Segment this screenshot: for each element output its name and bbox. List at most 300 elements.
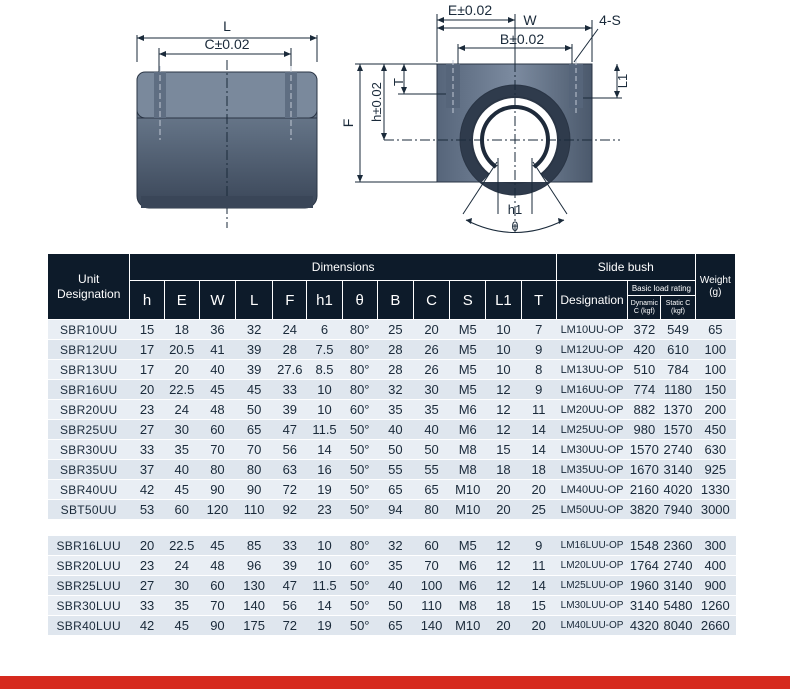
table-cell: 3140 (661, 576, 695, 596)
dim-F-label: F (340, 118, 356, 128)
table-cell: 20 (521, 480, 556, 500)
spec-table (47, 253, 736, 636)
table-cell: 5480 (661, 596, 695, 616)
table-cell: 39 (236, 340, 273, 360)
table-row (48, 320, 736, 340)
table-cell: 65 (236, 420, 273, 440)
table-cell: 50° (342, 500, 377, 520)
table-cell: 20 (413, 320, 449, 340)
header-T: T (521, 281, 556, 320)
table-cell: 372 (628, 320, 661, 340)
table-row (48, 596, 736, 616)
table-cell: 12 (486, 380, 521, 400)
table-cell: 6 (307, 320, 342, 340)
table-cell: 23 (130, 556, 164, 576)
cell-bush-designation: LM30LUU-OP (556, 596, 627, 616)
table-cell: 9 (521, 380, 556, 400)
table-cell: 4320 (628, 616, 661, 636)
cell-unit-designation: SBR30LUU (48, 596, 130, 616)
header-designation: Designation (556, 281, 627, 320)
cell-bush-designation: LM13UU-OP (556, 360, 627, 380)
header-W: W (199, 281, 235, 320)
table-cell: 30 (164, 420, 199, 440)
table-cell: 37 (130, 460, 164, 480)
table-cell: 17 (130, 340, 164, 360)
table-cell: 925 (695, 460, 735, 480)
separator-cell (48, 520, 736, 537)
table-cell: 20 (486, 500, 521, 520)
cell-bush-designation: LM50UU-OP (556, 500, 627, 520)
table-cell: 1570 (661, 420, 695, 440)
table-cell: 50° (342, 420, 377, 440)
table-cell: 96 (236, 556, 273, 576)
table-cell: 80 (199, 460, 235, 480)
table-cell: 39 (236, 360, 273, 380)
table-cell: 27 (130, 576, 164, 596)
header-static: Static C (kgf) (661, 296, 695, 320)
table-cell: 110 (413, 596, 449, 616)
table-cell: M5 (450, 536, 486, 556)
dim-E-label: E±0.02 (447, 2, 493, 18)
table-cell: 35 (377, 556, 413, 576)
cell-bush-designation: LM25LUU-OP (556, 576, 627, 596)
table-cell: 92 (273, 500, 307, 520)
footer-bar (0, 676, 790, 689)
table-cell: 50° (342, 576, 377, 596)
cell-bush-designation: LM20LUU-OP (556, 556, 627, 576)
table-cell: 630 (695, 440, 735, 460)
table-cell: 20 (164, 360, 199, 380)
dim-S-label: 4-S (599, 12, 621, 28)
table-cell: 22.5 (164, 380, 199, 400)
cell-bush-designation: LM10UU-OP (556, 320, 627, 340)
table-cell: M10 (450, 500, 486, 520)
table-cell: 85 (236, 536, 273, 556)
table-cell: 35 (164, 440, 199, 460)
table-cell: 12 (486, 420, 521, 440)
table-cell: 72 (273, 616, 307, 636)
table-cell: 1670 (628, 460, 661, 480)
table-cell: 774 (628, 380, 661, 400)
table-cell: 20 (486, 616, 521, 636)
cell-unit-designation: SBR30UU (48, 440, 130, 460)
table-cell: 35 (413, 400, 449, 420)
table-cell: 45 (164, 616, 199, 636)
group-separator (48, 520, 736, 537)
table-cell: 20 (130, 536, 164, 556)
table-cell: 60° (342, 400, 377, 420)
header-h1: h1 (307, 281, 342, 320)
header-slide-bush: Slide bush (556, 254, 695, 281)
table-cell: 549 (661, 320, 695, 340)
table-cell: 27.6 (273, 360, 307, 380)
table-cell: M8 (450, 440, 486, 460)
table-cell: 45 (236, 380, 273, 400)
header-B: B (377, 281, 413, 320)
table-cell: 8.5 (307, 360, 342, 380)
table-row (48, 360, 736, 380)
table-cell: 1180 (661, 380, 695, 400)
dim-L1-label: L1 (615, 73, 630, 89)
table-cell: 1960 (628, 576, 661, 596)
table-cell: 35 (164, 596, 199, 616)
table-cell: 175 (236, 616, 273, 636)
table-row (48, 500, 736, 520)
table-cell: 53 (130, 500, 164, 520)
table-row (48, 440, 736, 460)
cell-bush-designation: LM25UU-OP (556, 420, 627, 440)
table-cell: 7.5 (307, 340, 342, 360)
table-cell: 22.5 (164, 536, 199, 556)
table-cell: 30 (413, 380, 449, 400)
table-cell: 70 (199, 440, 235, 460)
table-cell: 1330 (695, 480, 735, 500)
cell-unit-designation: SBR10UU (48, 320, 130, 340)
table-cell: 150 (695, 380, 735, 400)
table-cell: 30 (164, 576, 199, 596)
cell-unit-designation: SBR13UU (48, 360, 130, 380)
table-cell: 11.5 (307, 576, 342, 596)
table-cell: 10 (486, 360, 521, 380)
table-cell: 23 (130, 400, 164, 420)
table-cell: 90 (199, 480, 235, 500)
table-cell: 1260 (695, 596, 735, 616)
table-cell: 3140 (661, 460, 695, 480)
table-cell: 55 (413, 460, 449, 480)
table-cell: 12 (486, 536, 521, 556)
table-cell: 70 (236, 440, 273, 460)
table-cell: 80° (342, 360, 377, 380)
table-cell: 70 (413, 556, 449, 576)
technical-drawing (0, 0, 790, 250)
table-cell: 2740 (661, 440, 695, 460)
table-cell: 10 (307, 536, 342, 556)
dim-L-label: L (223, 18, 231, 34)
cell-bush-designation: LM16UU-OP (556, 380, 627, 400)
table-cell: 40 (377, 420, 413, 440)
cell-unit-designation: SBR16UU (48, 380, 130, 400)
table-cell: 50° (342, 616, 377, 636)
table-cell: 36 (199, 320, 235, 340)
table-cell: 32 (377, 536, 413, 556)
table-cell: 45 (164, 480, 199, 500)
table-cell: 27 (130, 420, 164, 440)
table-cell: 26 (413, 360, 449, 380)
table-cell: 48 (199, 556, 235, 576)
table-cell: 14 (521, 420, 556, 440)
table-cell: 20 (521, 616, 556, 636)
table-cell: 140 (413, 616, 449, 636)
table-cell: 19 (307, 616, 342, 636)
table-cell: 8040 (661, 616, 695, 636)
table-cell: M10 (450, 616, 486, 636)
table-cell: 10 (307, 400, 342, 420)
table-cell: 50 (377, 440, 413, 460)
cell-bush-designation: LM16LUU-OP (556, 536, 627, 556)
table-cell: M6 (450, 420, 486, 440)
table-cell: 14 (521, 440, 556, 460)
table-cell: 56 (273, 440, 307, 460)
table-cell: 40 (164, 460, 199, 480)
table-cell: 33 (130, 596, 164, 616)
table-cell: 80° (342, 380, 377, 400)
table-cell: 25 (377, 320, 413, 340)
table-cell: 25 (521, 500, 556, 520)
table-cell: 14 (307, 596, 342, 616)
table-cell: 28 (377, 360, 413, 380)
table-cell: 42 (130, 616, 164, 636)
cell-bush-designation: LM35UU-OP (556, 460, 627, 480)
table-cell: M5 (450, 380, 486, 400)
table-cell: 33 (273, 536, 307, 556)
table-cell: 50° (342, 596, 377, 616)
table-cell: 48 (199, 400, 235, 420)
cell-bush-designation: LM12UU-OP (556, 340, 627, 360)
table-cell: 80 (413, 500, 449, 520)
table-cell: 41 (199, 340, 235, 360)
table-cell: 10 (307, 556, 342, 576)
dim-T-label: T (391, 78, 406, 86)
dim-B-label: B±0.02 (499, 31, 545, 47)
table-cell: 10 (486, 320, 521, 340)
front-view (340, 2, 630, 234)
table-cell: 610 (661, 340, 695, 360)
table-cell: 7940 (661, 500, 695, 520)
table-cell: M10 (450, 480, 486, 500)
table-cell: 420 (628, 340, 661, 360)
header-theta: θ (342, 281, 377, 320)
header-L1: L1 (486, 281, 521, 320)
table-cell: 50 (236, 400, 273, 420)
table-cell: 47 (273, 420, 307, 440)
table-cell: 60 (164, 500, 199, 520)
table-cell: 65 (413, 480, 449, 500)
table-cell: 90 (236, 480, 273, 500)
table-cell: 23 (307, 500, 342, 520)
table-cell: 15 (130, 320, 164, 340)
table-cell: 12 (486, 576, 521, 596)
cell-unit-designation: SBT50UU (48, 500, 130, 520)
table-cell: 8 (521, 360, 556, 380)
cell-unit-designation: SBR12UU (48, 340, 130, 360)
table-cell: M6 (450, 556, 486, 576)
table-cell: 900 (695, 576, 735, 596)
table-cell: 24 (164, 400, 199, 420)
table-cell: 80° (342, 340, 377, 360)
spec-table-wrapper (47, 253, 736, 636)
table-cell: 3140 (628, 596, 661, 616)
table-header (48, 254, 736, 320)
table-cell: 28 (377, 340, 413, 360)
table-cell: 100 (413, 576, 449, 596)
table-cell: M8 (450, 460, 486, 480)
table-cell: 400 (695, 556, 735, 576)
table-cell: 15 (521, 596, 556, 616)
table-cell: 50 (377, 596, 413, 616)
header-h: h (130, 281, 164, 320)
table-cell: 50° (342, 460, 377, 480)
table-cell: 39 (273, 556, 307, 576)
table-cell: M6 (450, 576, 486, 596)
table-row (48, 380, 736, 400)
header-S: S (450, 281, 486, 320)
table-cell: 1548 (628, 536, 661, 556)
table-cell: 1570 (628, 440, 661, 460)
table-cell: 90 (199, 616, 235, 636)
table-cell: 63 (273, 460, 307, 480)
table-cell: 60 (413, 536, 449, 556)
header-E: E (164, 281, 199, 320)
table-cell: 510 (628, 360, 661, 380)
table-cell: 55 (377, 460, 413, 480)
table-row (48, 616, 736, 636)
table-cell: 3820 (628, 500, 661, 520)
table-row (48, 480, 736, 500)
cell-unit-designation: SBR35UU (48, 460, 130, 480)
table-row (48, 340, 736, 360)
table-cell: 11 (521, 400, 556, 420)
header-L: L (236, 281, 273, 320)
table-cell: 4020 (661, 480, 695, 500)
table-cell: 120 (199, 500, 235, 520)
table-cell: 80° (342, 320, 377, 340)
table-cell: 39 (273, 400, 307, 420)
table-cell: 2740 (661, 556, 695, 576)
table-cell: M5 (450, 360, 486, 380)
table-cell: 65 (377, 616, 413, 636)
table-cell: 40 (377, 576, 413, 596)
table-cell: 110 (236, 500, 273, 520)
table-cell: 26 (413, 340, 449, 360)
table-row (48, 460, 736, 480)
table-cell: 40 (199, 360, 235, 380)
header-unit-designation: Unit Designation (48, 254, 130, 320)
cell-bush-designation: LM40LUU-OP (556, 616, 627, 636)
header-basic-load-rating: Basic load rating (628, 281, 695, 296)
table-row (48, 556, 736, 576)
table-cell: 1370 (661, 400, 695, 420)
cell-unit-designation: SBR16LUU (48, 536, 130, 556)
table-cell: 33 (273, 380, 307, 400)
table-cell: 882 (628, 400, 661, 420)
table-cell: 11.5 (307, 420, 342, 440)
table-cell: 65 (695, 320, 735, 340)
header-F: F (273, 281, 307, 320)
table-cell: 24 (164, 556, 199, 576)
table-cell: 18 (486, 460, 521, 480)
table-cell: 47 (273, 576, 307, 596)
dim-C-label: C±0.02 (204, 36, 250, 52)
table-cell: 2160 (628, 480, 661, 500)
table-cell: 14 (307, 440, 342, 460)
table-cell: 200 (695, 400, 735, 420)
table-cell: 450 (695, 420, 735, 440)
table-cell: 140 (236, 596, 273, 616)
table-cell: 16 (307, 460, 342, 480)
table-cell: 56 (273, 596, 307, 616)
table-cell: 980 (628, 420, 661, 440)
dim-h1-label: h1 (507, 202, 523, 217)
table-cell: 32 (236, 320, 273, 340)
table-cell: 9 (521, 340, 556, 360)
header-dynamic: Dynamic C (kgf) (628, 296, 661, 320)
table-cell: 19 (307, 480, 342, 500)
table-cell: M6 (450, 400, 486, 420)
table-cell: 20 (486, 480, 521, 500)
cell-unit-designation: SBR40LUU (48, 616, 130, 636)
table-cell: 70 (199, 596, 235, 616)
table-cell: 100 (695, 360, 735, 380)
table-cell: 50° (342, 440, 377, 460)
table-cell: 60 (199, 576, 235, 596)
table-cell: 10 (486, 340, 521, 360)
table-cell: 300 (695, 536, 735, 556)
table-cell: 18 (521, 460, 556, 480)
table-row (48, 400, 736, 420)
table-cell: 20.5 (164, 340, 199, 360)
table-cell: M5 (450, 340, 486, 360)
table-cell: 100 (695, 340, 735, 360)
table-cell: 12 (486, 400, 521, 420)
table-cell: 2660 (695, 616, 735, 636)
table-cell: 3000 (695, 500, 735, 520)
table-cell: 784 (661, 360, 695, 380)
cell-unit-designation: SBR20LUU (48, 556, 130, 576)
table-cell: 32 (377, 380, 413, 400)
table-cell: 12 (486, 556, 521, 576)
table-cell: 14 (521, 576, 556, 596)
table-cell: 50° (342, 480, 377, 500)
cell-unit-designation: SBR20UU (48, 400, 130, 420)
table-row (48, 536, 736, 556)
table-cell: 45 (199, 380, 235, 400)
cell-bush-designation: LM40UU-OP (556, 480, 627, 500)
table-cell: 9 (521, 536, 556, 556)
side-view (137, 18, 317, 228)
table-cell: 33 (130, 440, 164, 460)
table-cell: 1764 (628, 556, 661, 576)
table-row (48, 576, 736, 596)
table-cell: 94 (377, 500, 413, 520)
table-cell: 65 (377, 480, 413, 500)
header-dimensions: Dimensions (130, 254, 556, 281)
table-cell: 10 (307, 380, 342, 400)
table-cell: 17 (130, 360, 164, 380)
table-cell: 35 (377, 400, 413, 420)
table-body (48, 320, 736, 636)
table-cell: 7 (521, 320, 556, 340)
cell-unit-designation: SBR40UU (48, 480, 130, 500)
table-row (48, 420, 736, 440)
table-cell: 20 (130, 380, 164, 400)
table-cell: 80 (236, 460, 273, 480)
table-cell: 45 (199, 536, 235, 556)
dim-W-label: W (523, 12, 537, 28)
header-C: C (413, 281, 449, 320)
table-cell: 50 (413, 440, 449, 460)
table-cell: 15 (486, 440, 521, 460)
table-cell: M5 (450, 320, 486, 340)
table-cell: 2360 (661, 536, 695, 556)
table-cell: 24 (273, 320, 307, 340)
dim-theta-label: θ (511, 219, 519, 234)
table-cell: 130 (236, 576, 273, 596)
table-cell: 60 (199, 420, 235, 440)
table-cell: 60° (342, 556, 377, 576)
table-cell: 11 (521, 556, 556, 576)
cell-unit-designation: SBR25UU (48, 420, 130, 440)
table-cell: 40 (413, 420, 449, 440)
